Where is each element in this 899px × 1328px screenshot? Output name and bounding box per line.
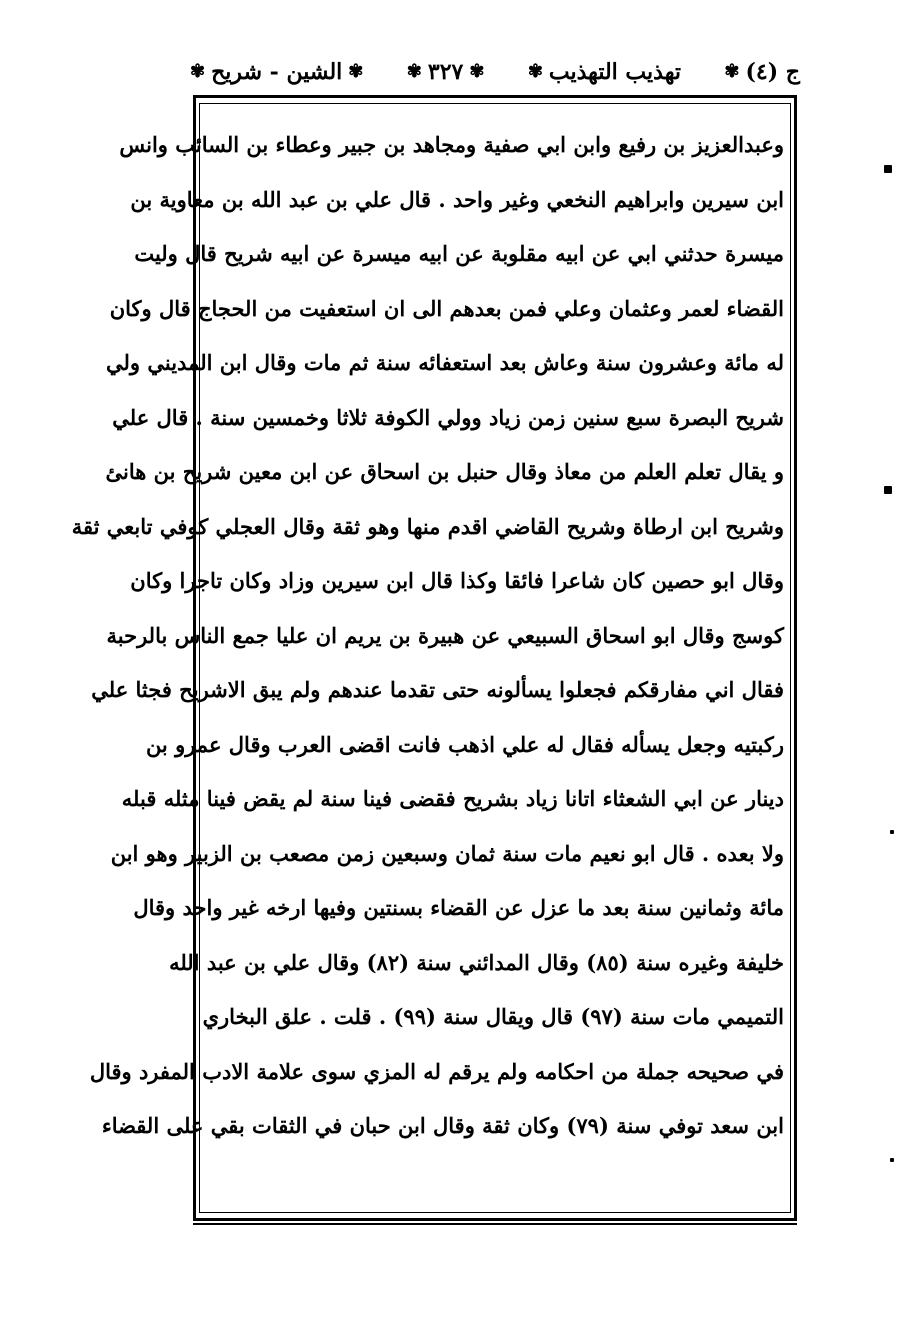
ornament-icon: ✾ xyxy=(348,61,364,82)
text-line: و يقال تعلم العلم من معاذ وقال حنبل بن اسحاق عن ابن معين شريح بن هانئ xyxy=(105,459,784,484)
page-number: ٣٢٧ xyxy=(427,59,464,85)
main-text xyxy=(71,118,784,1208)
text-line: ميسرة حدثني ابي عن ابيه مقلوبة عن ابيه ميسرة عن ابيه شريح قال وليت xyxy=(134,241,784,266)
book-title: تهذيب التهذيب xyxy=(548,59,681,85)
text-line: ابن سعد توفي سنة (٧٩) وكان ثقة وقال ابن حبان في الثقات بقي على القضاء xyxy=(101,1113,784,1138)
header-section xyxy=(190,59,363,85)
text-line: وقال ابو حصين كان شاعرا فائقا وكذا قال ابن سيرين وزاد وكان تاجرا وكان xyxy=(130,568,784,593)
ornament-icon: ✾ xyxy=(527,61,543,82)
text-line: وعبدالعزيز بن رفيع وابن ابي صفية ومجاهد بن جبير وعطاء بن السائب وانس xyxy=(119,132,784,157)
text-line: ركبتيه وجعل يسأله فقال له علي اذهب فانت اقضى العرب وقال عمرو بن xyxy=(145,731,784,757)
ornament-icon: ✾ xyxy=(190,61,206,82)
text-line: مائة وثمانين سنة بعد ما عزل عن القضاء بسنتين وفيها ارخه غير واحد وقال xyxy=(133,895,784,920)
section-title: الشين - شريح xyxy=(211,59,343,85)
margin-mark xyxy=(884,486,892,494)
header-page xyxy=(407,59,485,85)
margin-mark xyxy=(890,1158,894,1162)
text-line: في صحيحه جملة من احكامه ولم يرقم له المزي سوى علامة الادب المفرد وقال xyxy=(89,1058,784,1084)
bottom-rule xyxy=(193,1223,797,1225)
margin-mark xyxy=(884,165,892,173)
text-line: ولا بعده . قال ابو نعيم مات سنة ثمان وسبعين زمن مصعب بن الزبير وهو ابن xyxy=(110,840,784,866)
text-line: القضاء لعمر وعثمان وعلي فمن بعدهم الى ان استعفيت من الحجاج قال وكان xyxy=(109,295,784,321)
text-line: ابن سيرين وابراهيم النخعي وغير واحد . قال علي بن عبد الله بن معاوية بن xyxy=(130,186,784,212)
text-line: وشريح ابن ارطاة وشريح القاضي اقدم منها وهو ثقة وقال العجلي كوفي تابعي ثقة xyxy=(71,513,784,539)
text-line: التميمي مات سنة (٩٧) قال ويقال سنة (٩٩) . قلت . علق البخاري xyxy=(202,1004,784,1029)
ornament-icon: ✾ xyxy=(406,61,422,82)
text-line: خليفة وغيره سنة (٨٥) وقال المدائني سنة (٨٢) وقال علي بن عبد الله xyxy=(169,949,784,975)
ornament-icon: ✾ xyxy=(724,61,740,82)
page-header xyxy=(190,52,800,92)
text-line: كوسج وقال ابو اسحاق السبيعي عن هبيرة بن يريم ان عليا جمع الناس بالرحبة xyxy=(106,622,784,648)
header-volume xyxy=(724,59,800,85)
text-line: دينار عن ابي الشعثاء اتانا زياد بشريح فقضى فينا سنة لم يقض فينا مثله قبله xyxy=(121,786,784,811)
text-line: شريح البصرة سبع سنين زمن زياد وولي الكوفة ثلاثا وخمسين سنة . قال علي xyxy=(112,404,784,430)
margin-mark xyxy=(890,830,894,834)
text-line: فقال اني مفارقكم فجعلوا يسألونه حتى تقدما عندهم ولم يبق الاشريح فجثا علي xyxy=(91,677,784,702)
ornament-icon: ✾ xyxy=(469,61,485,82)
volume-label: ج (٤) xyxy=(745,59,800,85)
text-line: له مائة وعشرون سنة وعاش بعد استعفائه سنة ثم مات وقال ابن المديني ولي xyxy=(106,350,784,375)
header-book xyxy=(528,59,681,85)
